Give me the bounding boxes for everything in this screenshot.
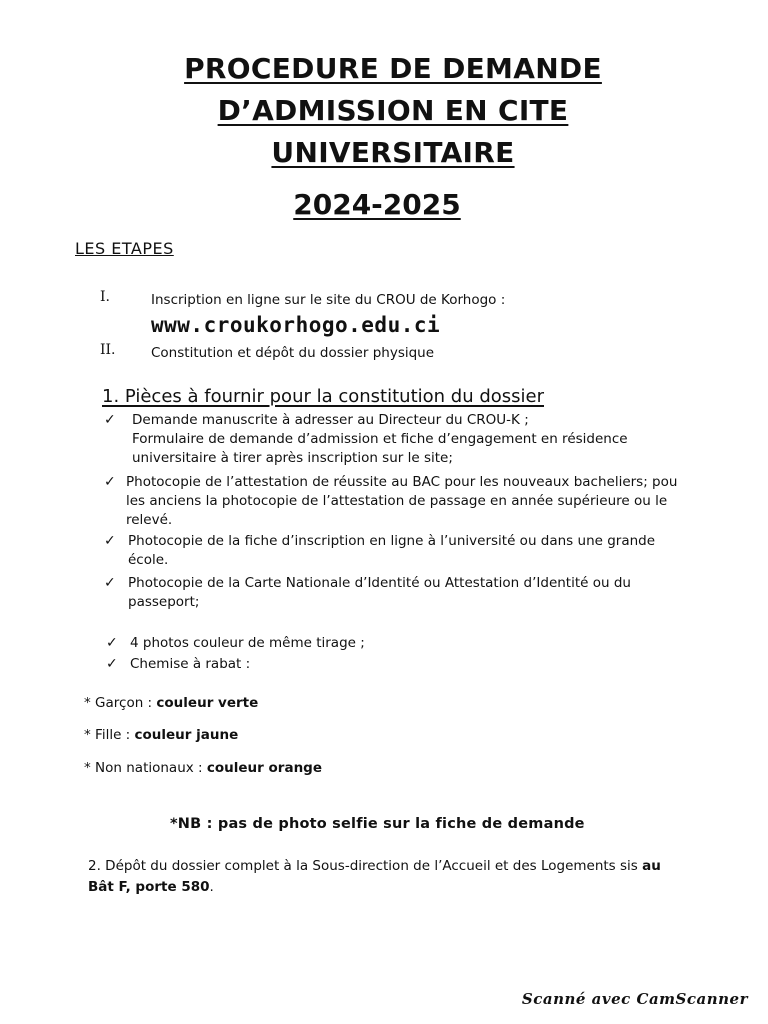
- check-icon: ✓: [104, 533, 116, 549]
- step-text-1: Inscription en ligne sur le site du CROU de Korhogo :: [151, 292, 506, 308]
- checklist-line: Photocopie de la fiche d’inscription en ligne à l’université ou dans une grande: [128, 533, 656, 549]
- folder-color: couleur orange: [206, 760, 323, 776]
- checklist-line: relevé.: [126, 512, 173, 528]
- checklist-item: [104, 574, 724, 612]
- checklist-line: école.: [128, 552, 169, 568]
- folder-recipient: * Non nationaux :: [84, 760, 207, 776]
- checklist-line: Photocopie de la Carte Nationale d’Identité ou Attestation d’Identité ou du: [128, 575, 631, 591]
- title-line-2: D’ADMISSION EN CITE: [217, 94, 569, 127]
- title-year: 2024-2025: [293, 188, 461, 221]
- checklist-item: [104, 473, 744, 530]
- depot-paragraph: [88, 856, 718, 898]
- checklist-line: Chemise à rabat :: [130, 656, 251, 672]
- crou-website-link[interactable]: www.croukorhogo.edu.ci: [151, 313, 441, 337]
- document-title: [0, 48, 768, 174]
- check-icon: ✓: [106, 635, 118, 651]
- checklist-line: les anciens la photocopie de l’attestation de passage en année supérieure ou le: [126, 493, 668, 509]
- folder-color: couleur jaune: [134, 727, 239, 743]
- depot-text-bold: au: [642, 858, 661, 874]
- pieces-heading: 1. Pièces à fournir pour la constitution du dossier: [102, 386, 544, 407]
- checklist-item: [106, 634, 506, 653]
- folder-color: couleur verte: [156, 695, 259, 711]
- checklist-line: Photocopie de l’attestation de réussite au BAC pour les nouveaux bacheliers; pou: [126, 474, 678, 490]
- folder-color-fille: [84, 727, 238, 743]
- checklist-line: universitaire à tirer après inscription sur le site;: [132, 450, 453, 466]
- folder-color-non-nationaux: [84, 760, 322, 776]
- folder-recipient: * Fille :: [84, 727, 135, 743]
- checklist-line: passeport;: [128, 594, 200, 610]
- checklist-item: [106, 655, 506, 674]
- check-icon: ✓: [104, 412, 116, 428]
- check-icon: ✓: [106, 656, 118, 672]
- depot-period: .: [209, 879, 214, 895]
- folder-recipient: * Garçon :: [84, 695, 157, 711]
- checklist-line: Formulaire de demande d’admission et fiche d’engagement en résidence: [132, 431, 628, 447]
- checklist-item: [104, 411, 724, 468]
- title-line-3: UNIVERSITAIRE: [271, 136, 515, 169]
- step-numeral-1: I.: [100, 289, 110, 305]
- step-numeral-2: II.: [100, 342, 116, 358]
- camscanner-watermark: Scanné avec CamScanner: [521, 990, 748, 1008]
- check-icon: ✓: [104, 474, 116, 490]
- checklist-line: Demande manuscrite à adresser au Directeur du CROU-K ;: [132, 412, 529, 428]
- depot-text: 2. Dépôt du dossier complet à la Sous-direction de l’Accueil et des Logements sis: [88, 858, 643, 874]
- nb-note: *NB : pas de photo selfie sur la fiche de demande: [170, 816, 585, 832]
- section-label: LES ETAPES: [75, 239, 174, 258]
- checklist-line: 4 photos couleur de même tirage ;: [130, 635, 365, 651]
- title-line-1: PROCEDURE DE DEMANDE: [184, 52, 602, 85]
- checklist-item: [104, 532, 724, 570]
- check-icon: ✓: [104, 575, 116, 591]
- step-text-2: Constitution et dépôt du dossier physique: [151, 345, 435, 361]
- folder-color-garcon: [84, 695, 258, 711]
- depot-location: Bât F, porte 580: [88, 879, 210, 895]
